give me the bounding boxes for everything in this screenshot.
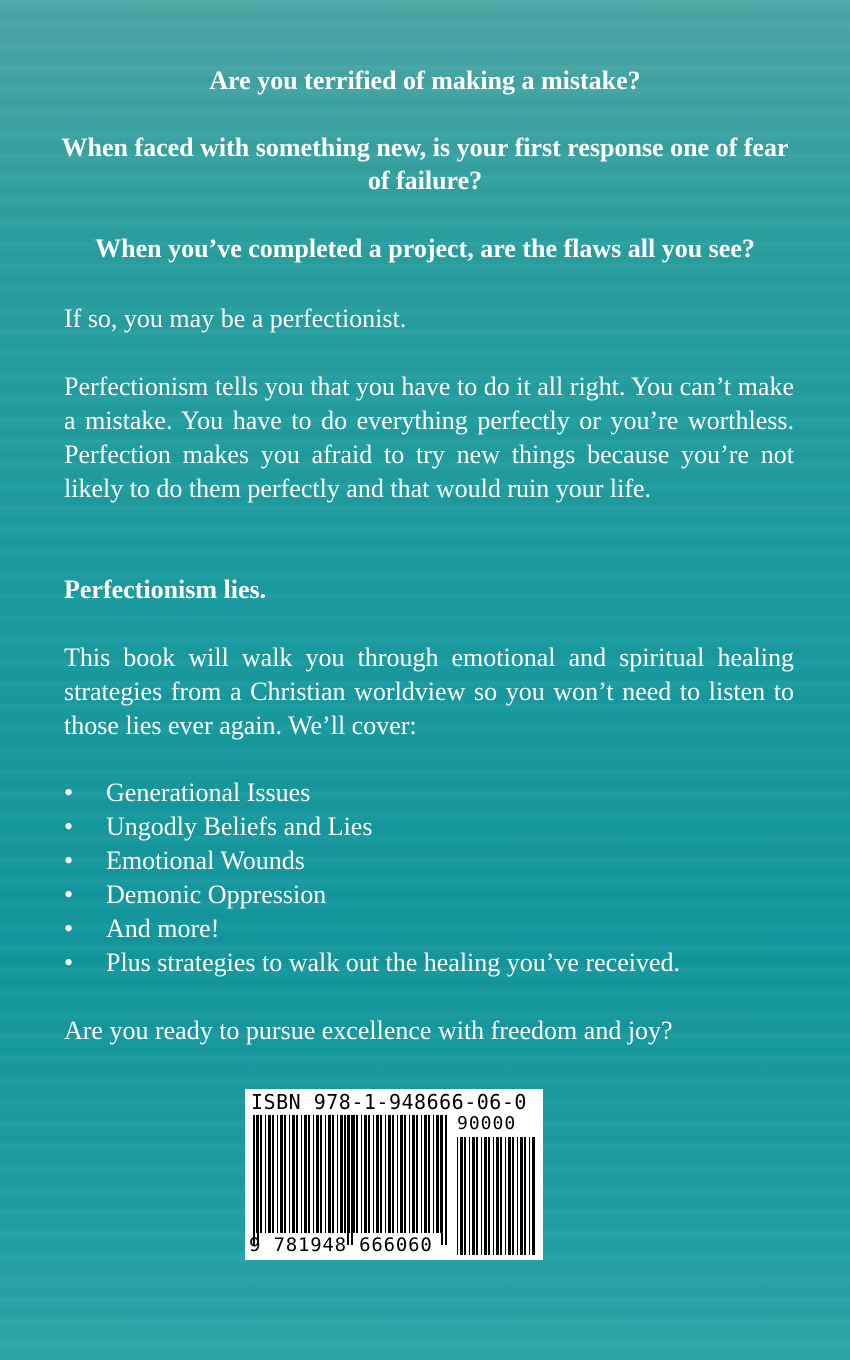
question-3: When you’ve completed a project, are the flaws all you see? [95,234,755,263]
list-item: • Plus strategies to walk out the healing you’ve received. [64,946,794,980]
bullet-icon: • [64,880,74,909]
ean-digits: 9 781948 666060 [249,1234,433,1256]
bullet-icon: • [64,846,74,875]
intro-paragraph: If so, you may be a perfectionist. [64,304,407,333]
list-item: • Ungodly Beliefs and Lies [64,810,794,844]
claim-paragraph: Perfectionism lies. [64,575,267,604]
list-item: • Demonic Oppression [64,878,794,912]
description-paragraph: Perfectionism tells you that you have to do it all right. You can’t make a mistake. You have to do everything perfectly or you’re worthless. Perfection makes you afraid to try new things because you’re not likely to do them perfectly and that would ruin your life. [64,372,794,503]
list-item: • And more! [64,912,794,946]
list-item: • Generational Issues [64,776,794,810]
bullet-icon: • [64,914,74,943]
closing-question: Are you ready to pursue excellence with freedom and joy? [64,1016,673,1045]
list-item: • Emotional Wounds [64,844,794,878]
question-2: When faced with something new, is your first response one of fear of failure? [61,133,789,195]
topic-list [64,776,794,980]
isbn-number: ISBN 978-1-948666-06-0 [251,1090,527,1114]
bullet-icon: • [64,948,74,977]
price-code: 90000 [457,1113,517,1134]
bullet-icon: • [64,778,74,807]
isbn-barcode [245,1089,543,1260]
bullet-icon: • [64,812,74,841]
book-paragraph: This book will walk you through emotional and spiritual healing strategies from a Christian worldview so you won’t need to listen to those lies ever again. We’ll cover: [64,643,794,740]
question-1: Are you terrified of making a mistake? [209,66,641,95]
